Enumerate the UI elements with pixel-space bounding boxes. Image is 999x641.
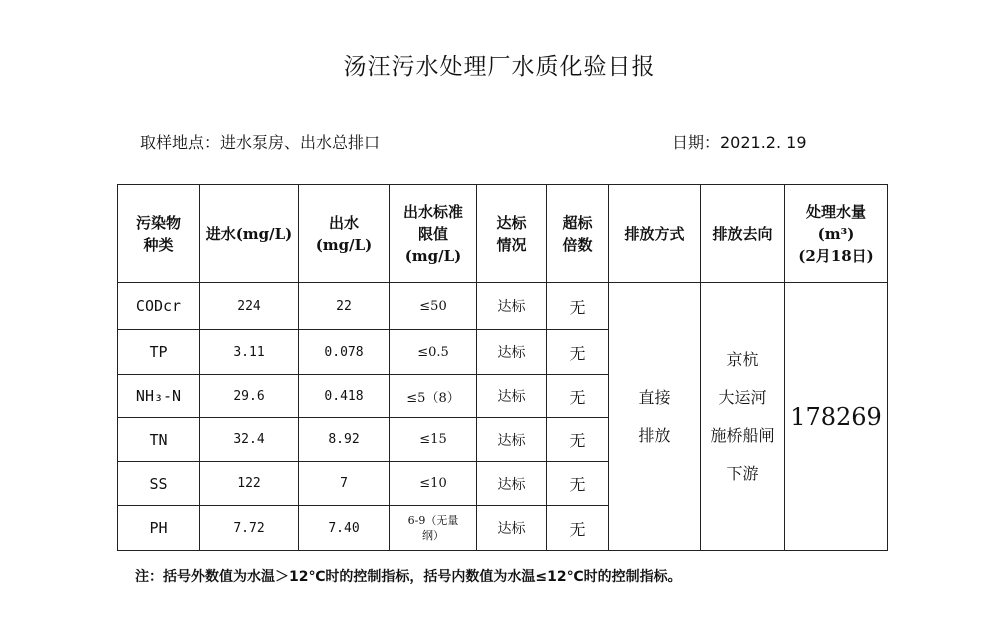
limit-value: ≤10 [390,462,477,506]
pollutant-name: TP [118,330,200,375]
compliance-status: 达标 [477,418,547,462]
header-compliance [477,185,547,283]
influent-value: 3.11 [200,330,299,375]
header-volume-line2: (m³) [817,224,855,243]
header-pollutant-line2: 种类 [143,235,174,254]
exceed-multiple: 无 [547,418,609,462]
header-pollutant-line1: 污染物 [135,213,181,232]
water-quality-table [117,184,888,551]
header-effluent [299,185,390,283]
exceed-multiple: 无 [547,506,609,551]
effluent-value: 0.418 [299,375,390,418]
compliance-status: 达标 [477,375,547,418]
influent-value: 32.4 [200,418,299,462]
header-limit-line1: 出水标准 [402,202,463,221]
influent-value: 122 [200,462,299,506]
exceed-multiple: 无 [547,375,609,418]
header-exceed-line1: 超标 [562,213,593,232]
header-effluent-line2: (mg/L) [315,235,373,254]
header-discharge-method: 排放方式 [609,185,701,283]
limit-value-line1: 6-9（无量 [407,514,459,527]
discharge-dest-line4: 下游 [726,463,759,483]
compliance-status: 达标 [477,283,547,330]
report-date: 日期：2021.2. 19 [672,133,807,152]
exceed-multiple: 无 [547,283,609,330]
compliance-status: 达标 [477,506,547,551]
discharge-method-line2: 排放 [638,425,671,445]
pollutant-name: SS [118,462,200,506]
header-limit-line3: (mg/L) [404,246,462,265]
limit-value [390,506,477,551]
header-influent: 进水(mg/L) [200,185,299,283]
discharge-method-cell [609,283,701,551]
pollutant-name: NH₃-N [118,375,200,418]
pollutant-name: TN [118,418,200,462]
header-volume-line3: (2月18日) [798,246,874,265]
report-title: 汤汪污水处理厂水质化验日报 [343,54,656,80]
discharge-dest-line2: 大运河 [718,387,767,407]
limit-value: ≤15 [390,418,477,462]
footnote: 注：括号外数值为水温＞12℃时的控制指标，括号内数值为水温≤12℃时的控制指标。 [135,569,682,585]
treated-volume: 178269 [785,283,888,551]
influent-value: 7.72 [200,506,299,551]
discharge-dest-line1: 京杭 [726,349,759,369]
limit-value-line2: 纲） [422,529,444,542]
pollutant-name: PH [118,506,200,551]
header-compliance-line2: 情况 [496,235,527,254]
header-volume [785,185,888,283]
header-exceed-line2: 倍数 [562,235,593,254]
pollutant-name: CODcr [118,283,200,330]
effluent-value: 7 [299,462,390,506]
limit-value: ≤50 [390,283,477,330]
compliance-status: 达标 [477,330,547,375]
discharge-dest-cell [701,283,785,551]
effluent-value: 8.92 [299,418,390,462]
header-row [118,185,888,283]
header-limit [390,185,477,283]
header-exceed [547,185,609,283]
header-discharge-dest: 排放去向 [701,185,785,283]
effluent-value: 7.40 [299,506,390,551]
discharge-method-line1: 直接 [638,387,671,407]
effluent-value: 22 [299,283,390,330]
header-effluent-line1: 出水 [328,213,359,232]
influent-value: 29.6 [200,375,299,418]
effluent-value: 0.078 [299,330,390,375]
discharge-dest-line3: 施桥船闸 [710,425,775,445]
header-volume-line1: 处理水量 [805,202,866,221]
table-row [118,283,888,330]
header-pollutant [118,185,200,283]
limit-value: ≤0.5 [390,330,477,375]
exceed-multiple: 无 [547,330,609,375]
limit-value: ≤5（8） [390,375,477,418]
sampling-location: 取样地点：进水泵房、出水总排口 [140,133,381,152]
header-limit-line2: 限值 [417,224,448,243]
exceed-multiple: 无 [547,462,609,506]
header-compliance-line1: 达标 [496,213,527,232]
influent-value: 224 [200,283,299,330]
compliance-status: 达标 [477,462,547,506]
